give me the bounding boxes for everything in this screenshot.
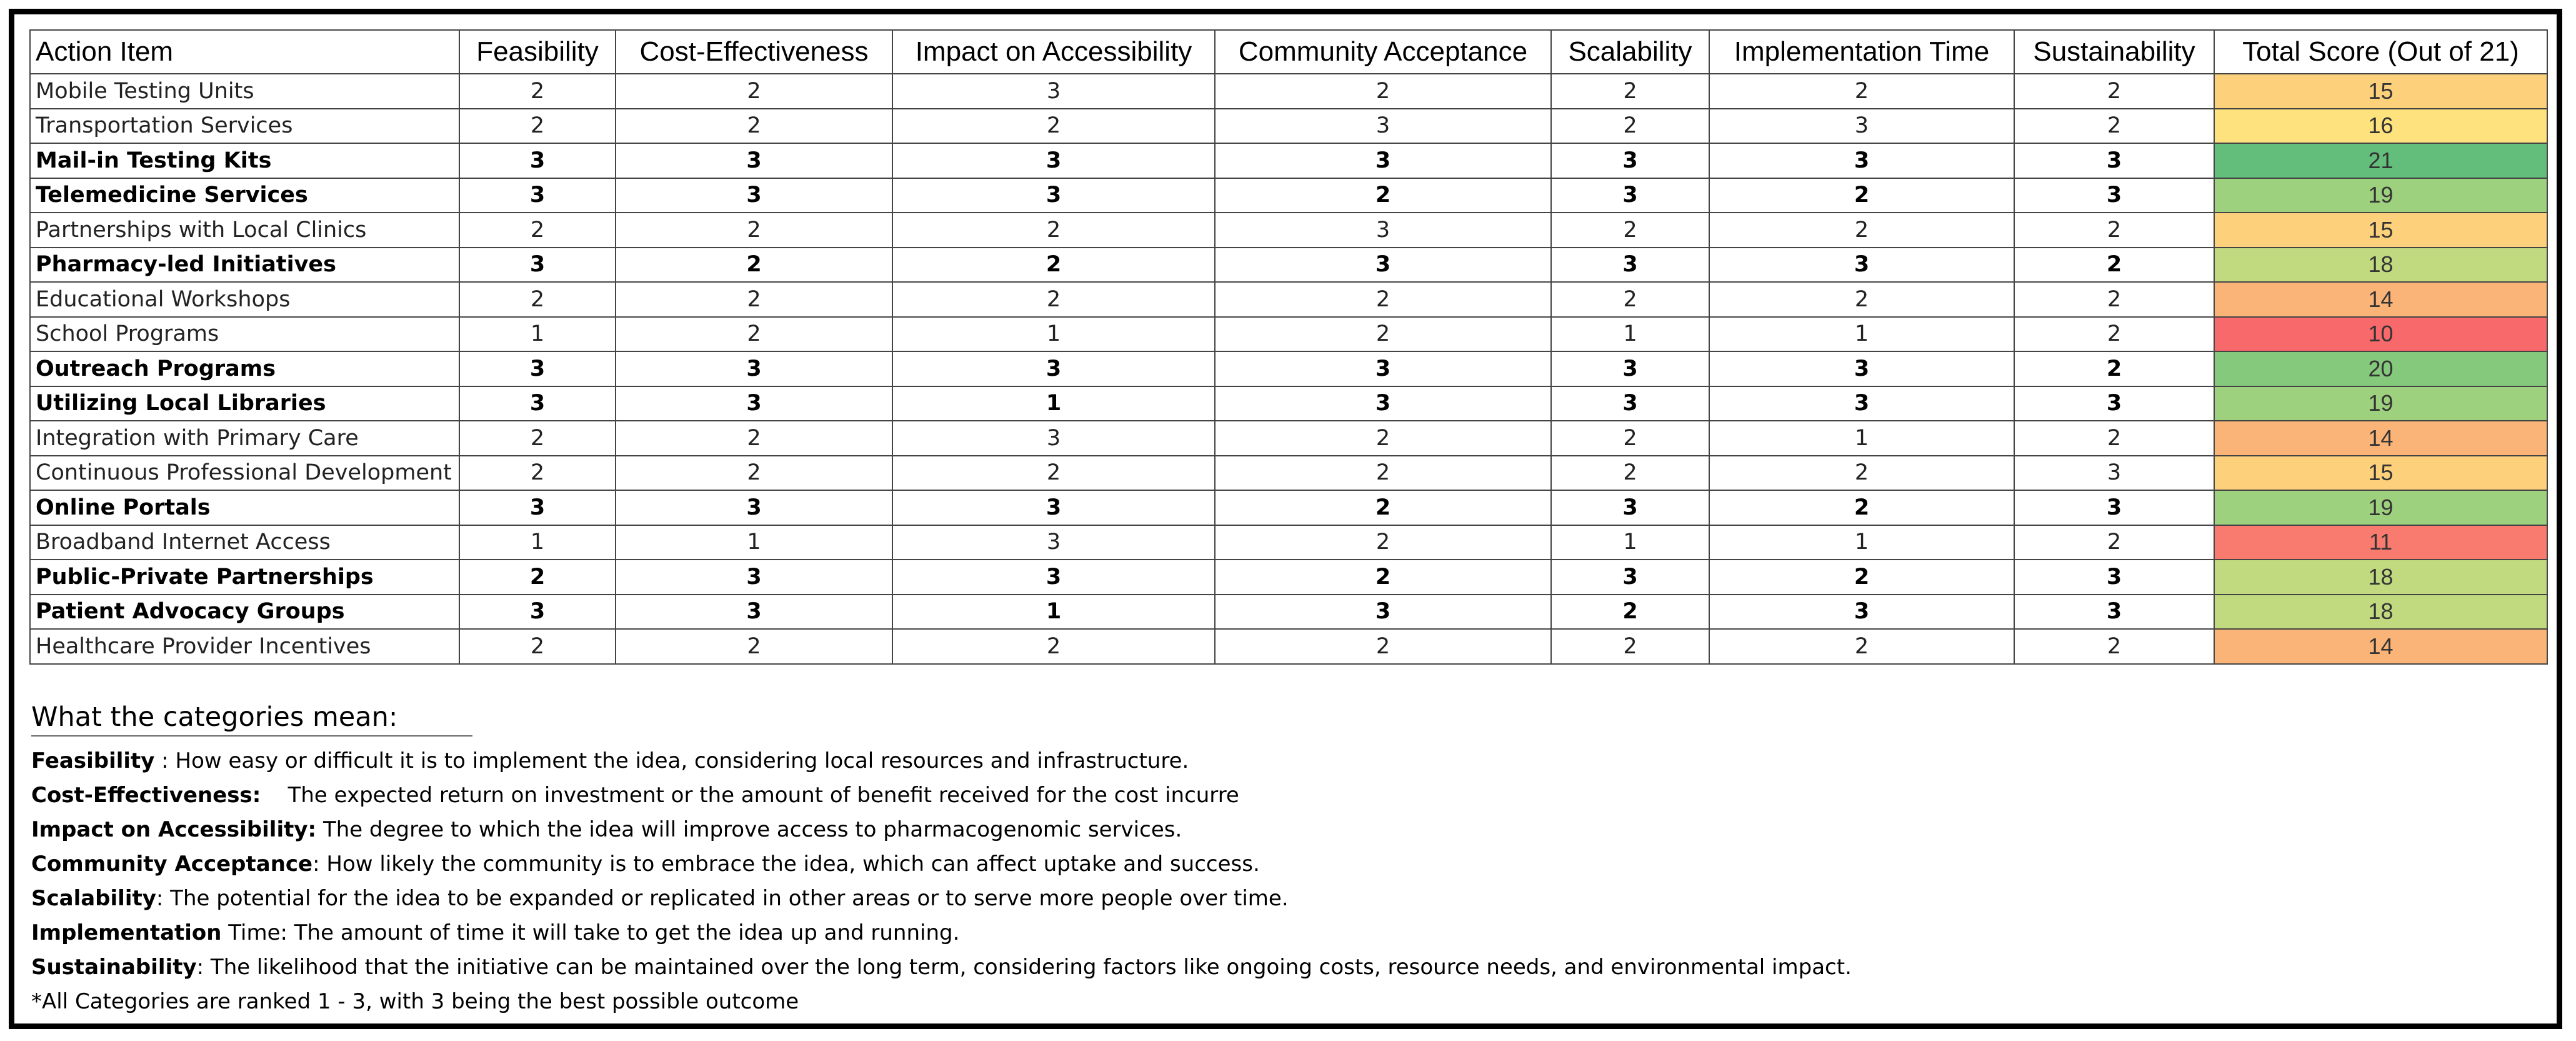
score-cell: 2 — [892, 456, 1215, 491]
legend-description: : The potential for the idea to be expanded or replicated in other areas or to serve more people over time. — [156, 886, 1289, 911]
score-cell: 3 — [1215, 595, 1551, 630]
score-cell: 2 — [1709, 74, 2014, 109]
legend-lines — [31, 744, 2500, 1019]
action-item-cell: Healthcare Provider Incentives — [30, 629, 459, 664]
total-score-cell: 14 — [2214, 282, 2547, 317]
score-cell: 1 — [1709, 421, 2014, 456]
score-cell: 3 — [1709, 109, 2014, 144]
score-cell: 2 — [459, 109, 616, 144]
score-cell: 2 — [616, 109, 892, 144]
score-cell: 2 — [892, 213, 1215, 248]
score-cell: 2 — [2014, 317, 2214, 352]
total-score-cell: 19 — [2214, 386, 2547, 421]
legend-line — [31, 778, 2500, 813]
total-score-cell: 18 — [2214, 248, 2547, 283]
legend-line — [31, 916, 2500, 950]
total-score-cell: 21 — [2214, 143, 2547, 178]
score-cell: 2 — [459, 560, 616, 595]
column-header: Total Score (Out of 21) — [2214, 30, 2547, 74]
score-cell: 2 — [1215, 629, 1551, 664]
score-cell: 3 — [1551, 490, 1709, 525]
score-cell: 2 — [616, 629, 892, 664]
table-row — [30, 109, 2547, 144]
action-item-cell: Patient Advocacy Groups — [30, 595, 459, 630]
score-cell: 2 — [1551, 282, 1709, 317]
score-cell: 3 — [892, 351, 1215, 386]
table-row — [30, 213, 2547, 248]
score-cell: 3 — [616, 351, 892, 386]
action-item-cell: Mail-in Testing Kits — [30, 143, 459, 178]
score-cell: 3 — [616, 595, 892, 630]
score-cell: 3 — [2014, 456, 2214, 491]
table-row — [30, 178, 2547, 213]
legend-description: Time: The amount of time it will take to get the idea up and running. — [221, 920, 960, 945]
legend-description: *All Categories are ranked 1 - 3, with 3 being the best possible outcome — [31, 989, 799, 1014]
score-cell: 2 — [892, 282, 1215, 317]
score-cell: 3 — [892, 490, 1215, 525]
score-cell: 3 — [459, 595, 616, 630]
total-score-cell: 14 — [2214, 421, 2547, 456]
score-cell: 2 — [459, 282, 616, 317]
action-item-cell: Continuous Professional Development — [30, 456, 459, 491]
score-cell: 3 — [2014, 595, 2214, 630]
score-cell: 2 — [1215, 490, 1551, 525]
action-item-cell: Transportation Services — [30, 109, 459, 144]
score-cell: 2 — [459, 213, 616, 248]
action-item-cell: Telemedicine Services — [30, 178, 459, 213]
legend-line — [31, 985, 2500, 1019]
score-cell: 3 — [459, 143, 616, 178]
total-score-cell: 18 — [2214, 560, 2547, 595]
action-item-cell: Integration with Primary Care — [30, 421, 459, 456]
column-header: Action Item — [30, 30, 459, 74]
table-row — [30, 595, 2547, 630]
score-cell: 2 — [616, 421, 892, 456]
column-header: Cost-Effectiveness — [616, 30, 892, 74]
table-row — [30, 386, 2547, 421]
score-cell: 2 — [459, 629, 616, 664]
action-item-cell: Mobile Testing Units — [30, 74, 459, 109]
column-header: Community Acceptance — [1215, 30, 1551, 74]
table-row — [30, 74, 2547, 109]
action-item-cell: Partnerships with Local Clinics — [30, 213, 459, 248]
table-header-row — [30, 30, 2547, 74]
column-header: Implementation Time — [1709, 30, 2014, 74]
score-cell: 3 — [1551, 248, 1709, 283]
score-cell: 2 — [616, 74, 892, 109]
score-cell: 1 — [892, 386, 1215, 421]
legend-term: Community Acceptance — [31, 852, 313, 877]
score-cell: 1 — [459, 525, 616, 560]
score-cell: 3 — [616, 560, 892, 595]
score-cell: 3 — [1215, 248, 1551, 283]
score-cell: 2 — [1551, 456, 1709, 491]
score-cell: 2 — [1215, 317, 1551, 352]
legend-term: Feasibility — [31, 748, 155, 773]
action-item-cell: Public-Private Partnerships — [30, 560, 459, 595]
score-cell: 3 — [1551, 351, 1709, 386]
table-row — [30, 143, 2547, 178]
score-cell: 2 — [2014, 421, 2214, 456]
legend-term: Implementation — [31, 920, 222, 945]
action-item-cell: Online Portals — [30, 490, 459, 525]
score-cell: 3 — [1709, 143, 2014, 178]
score-cell: 2 — [1709, 560, 2014, 595]
score-cell: 2 — [2014, 282, 2214, 317]
table-row — [30, 456, 2547, 491]
score-cell: 2 — [1551, 213, 1709, 248]
legend-description: : How likely the community is to embrace the idea, which can affect uptake and success. — [312, 852, 1260, 877]
score-cell: 2 — [2014, 109, 2214, 144]
total-score-cell: 10 — [2214, 317, 2547, 352]
score-cell: 2 — [1215, 178, 1551, 213]
category-legend — [31, 702, 2500, 1019]
score-cell: 3 — [1709, 386, 2014, 421]
scoring-table — [29, 29, 2548, 665]
legend-line — [31, 813, 2500, 847]
score-cell: 3 — [1215, 109, 1551, 144]
legend-line — [31, 882, 2500, 916]
score-cell: 3 — [459, 490, 616, 525]
score-cell: 3 — [1551, 386, 1709, 421]
score-cell: 3 — [459, 351, 616, 386]
column-header: Scalability — [1551, 30, 1709, 74]
score-cell: 3 — [459, 248, 616, 283]
score-cell: 3 — [2014, 143, 2214, 178]
score-cell: 2 — [1215, 456, 1551, 491]
table-row — [30, 282, 2547, 317]
legend-term: Impact on Accessibility: — [31, 817, 317, 842]
score-cell: 2 — [1215, 525, 1551, 560]
total-score-cell: 19 — [2214, 178, 2547, 213]
legend-line — [31, 950, 2500, 985]
score-cell: 1 — [1709, 317, 2014, 352]
score-cell: 2 — [459, 74, 616, 109]
score-cell: 2 — [2014, 74, 2214, 109]
score-cell: 2 — [1551, 109, 1709, 144]
legend-title: What the categories mean: — [31, 702, 472, 737]
score-cell: 3 — [1551, 143, 1709, 178]
table-row — [30, 351, 2547, 386]
score-cell: 3 — [616, 143, 892, 178]
legend-term: Cost-Effectiveness: — [31, 783, 261, 808]
score-cell: 2 — [1551, 595, 1709, 630]
legend-line — [31, 847, 2500, 882]
score-cell: 3 — [459, 178, 616, 213]
score-cell: 2 — [2014, 629, 2214, 664]
legend-description: : How easy or difficult it is to implement the idea, considering local resources and infrastructure. — [154, 748, 1189, 773]
table-body — [30, 74, 2547, 664]
score-cell: 3 — [2014, 560, 2214, 595]
score-cell: 2 — [892, 629, 1215, 664]
score-cell: 3 — [459, 386, 616, 421]
table-row — [30, 490, 2547, 525]
score-cell: 2 — [1709, 282, 2014, 317]
score-cell: 2 — [1551, 421, 1709, 456]
score-cell: 2 — [1709, 456, 2014, 491]
score-cell: 2 — [1709, 213, 2014, 248]
score-cell: 2 — [1709, 178, 2014, 213]
action-item-cell: Broadband Internet Access — [30, 525, 459, 560]
score-cell: 2 — [892, 109, 1215, 144]
table-row — [30, 560, 2547, 595]
action-item-cell: School Programs — [30, 317, 459, 352]
score-cell: 3 — [616, 178, 892, 213]
legend-line — [31, 744, 2500, 778]
score-cell: 2 — [1215, 421, 1551, 456]
action-item-cell: Pharmacy-led Initiatives — [30, 248, 459, 283]
score-cell: 3 — [1551, 178, 1709, 213]
score-cell: 3 — [1709, 351, 2014, 386]
score-cell: 2 — [616, 248, 892, 283]
score-cell: 3 — [1709, 248, 2014, 283]
score-cell: 3 — [616, 490, 892, 525]
table-row — [30, 317, 2547, 352]
column-header: Sustainability — [2014, 30, 2214, 74]
table-row — [30, 629, 2547, 664]
total-score-cell: 15 — [2214, 456, 2547, 491]
score-cell: 1 — [892, 317, 1215, 352]
score-cell: 2 — [1551, 629, 1709, 664]
score-cell: 2 — [459, 421, 616, 456]
score-cell: 3 — [1215, 143, 1551, 178]
score-cell: 1 — [1709, 525, 2014, 560]
table-row — [30, 421, 2547, 456]
legend-description: : The likelihood that the initiative can be maintained over the long term, considering factors like ongoing costs, resource needs, and environmental impact. — [196, 955, 1852, 980]
action-item-cell: Outreach Programs — [30, 351, 459, 386]
score-cell: 2 — [616, 317, 892, 352]
score-cell: 3 — [892, 74, 1215, 109]
legend-description: The degree to which the idea will improve access to pharmacogenomic services. — [316, 817, 1182, 842]
total-score-cell: 14 — [2214, 629, 2547, 664]
score-cell: 2 — [1215, 74, 1551, 109]
legend-term: Scalability — [31, 886, 156, 911]
score-cell: 3 — [892, 178, 1215, 213]
score-cell: 3 — [616, 386, 892, 421]
score-cell: 2 — [2014, 213, 2214, 248]
score-cell: 2 — [616, 456, 892, 491]
score-cell: 2 — [616, 282, 892, 317]
score-cell: 2 — [459, 456, 616, 491]
total-score-cell: 11 — [2214, 525, 2547, 560]
score-cell: 3 — [1551, 560, 1709, 595]
score-cell: 1 — [892, 595, 1215, 630]
column-header: Impact on Accessibility — [892, 30, 1215, 74]
score-cell: 2 — [1709, 490, 2014, 525]
score-cell: 3 — [892, 421, 1215, 456]
score-cell: 3 — [1709, 595, 2014, 630]
score-cell: 3 — [2014, 178, 2214, 213]
score-cell: 3 — [892, 143, 1215, 178]
score-cell: 3 — [2014, 490, 2214, 525]
score-cell: 1 — [459, 317, 616, 352]
score-cell: 3 — [2014, 386, 2214, 421]
total-score-cell: 15 — [2214, 74, 2547, 109]
score-cell: 2 — [2014, 525, 2214, 560]
legend-description: The expected return on investment or the amount of benefit received for the cost incurre — [261, 783, 1239, 808]
score-cell: 3 — [892, 525, 1215, 560]
legend-term: Sustainability — [31, 955, 197, 980]
score-cell: 2 — [2014, 248, 2214, 283]
score-cell: 3 — [1215, 386, 1551, 421]
score-cell: 3 — [1215, 213, 1551, 248]
total-score-cell: 16 — [2214, 109, 2547, 144]
score-cell: 1 — [616, 525, 892, 560]
action-item-cell: Educational Workshops — [30, 282, 459, 317]
score-cell: 3 — [1215, 351, 1551, 386]
column-header: Feasibility — [459, 30, 616, 74]
score-cell: 3 — [892, 560, 1215, 595]
total-score-cell: 18 — [2214, 595, 2547, 630]
total-score-cell: 15 — [2214, 213, 2547, 248]
score-cell: 2 — [1215, 560, 1551, 595]
action-item-cell: Utilizing Local Libraries — [30, 386, 459, 421]
score-cell: 2 — [892, 248, 1215, 283]
score-cell: 2 — [1551, 74, 1709, 109]
score-cell: 1 — [1551, 317, 1709, 352]
score-cell: 1 — [1551, 525, 1709, 560]
total-score-cell: 20 — [2214, 351, 2547, 386]
table-row — [30, 248, 2547, 283]
score-cell: 2 — [2014, 351, 2214, 386]
total-score-cell: 19 — [2214, 490, 2547, 525]
table-row — [30, 525, 2547, 560]
score-cell: 2 — [1215, 282, 1551, 317]
score-cell: 2 — [616, 213, 892, 248]
score-cell: 2 — [1709, 629, 2014, 664]
